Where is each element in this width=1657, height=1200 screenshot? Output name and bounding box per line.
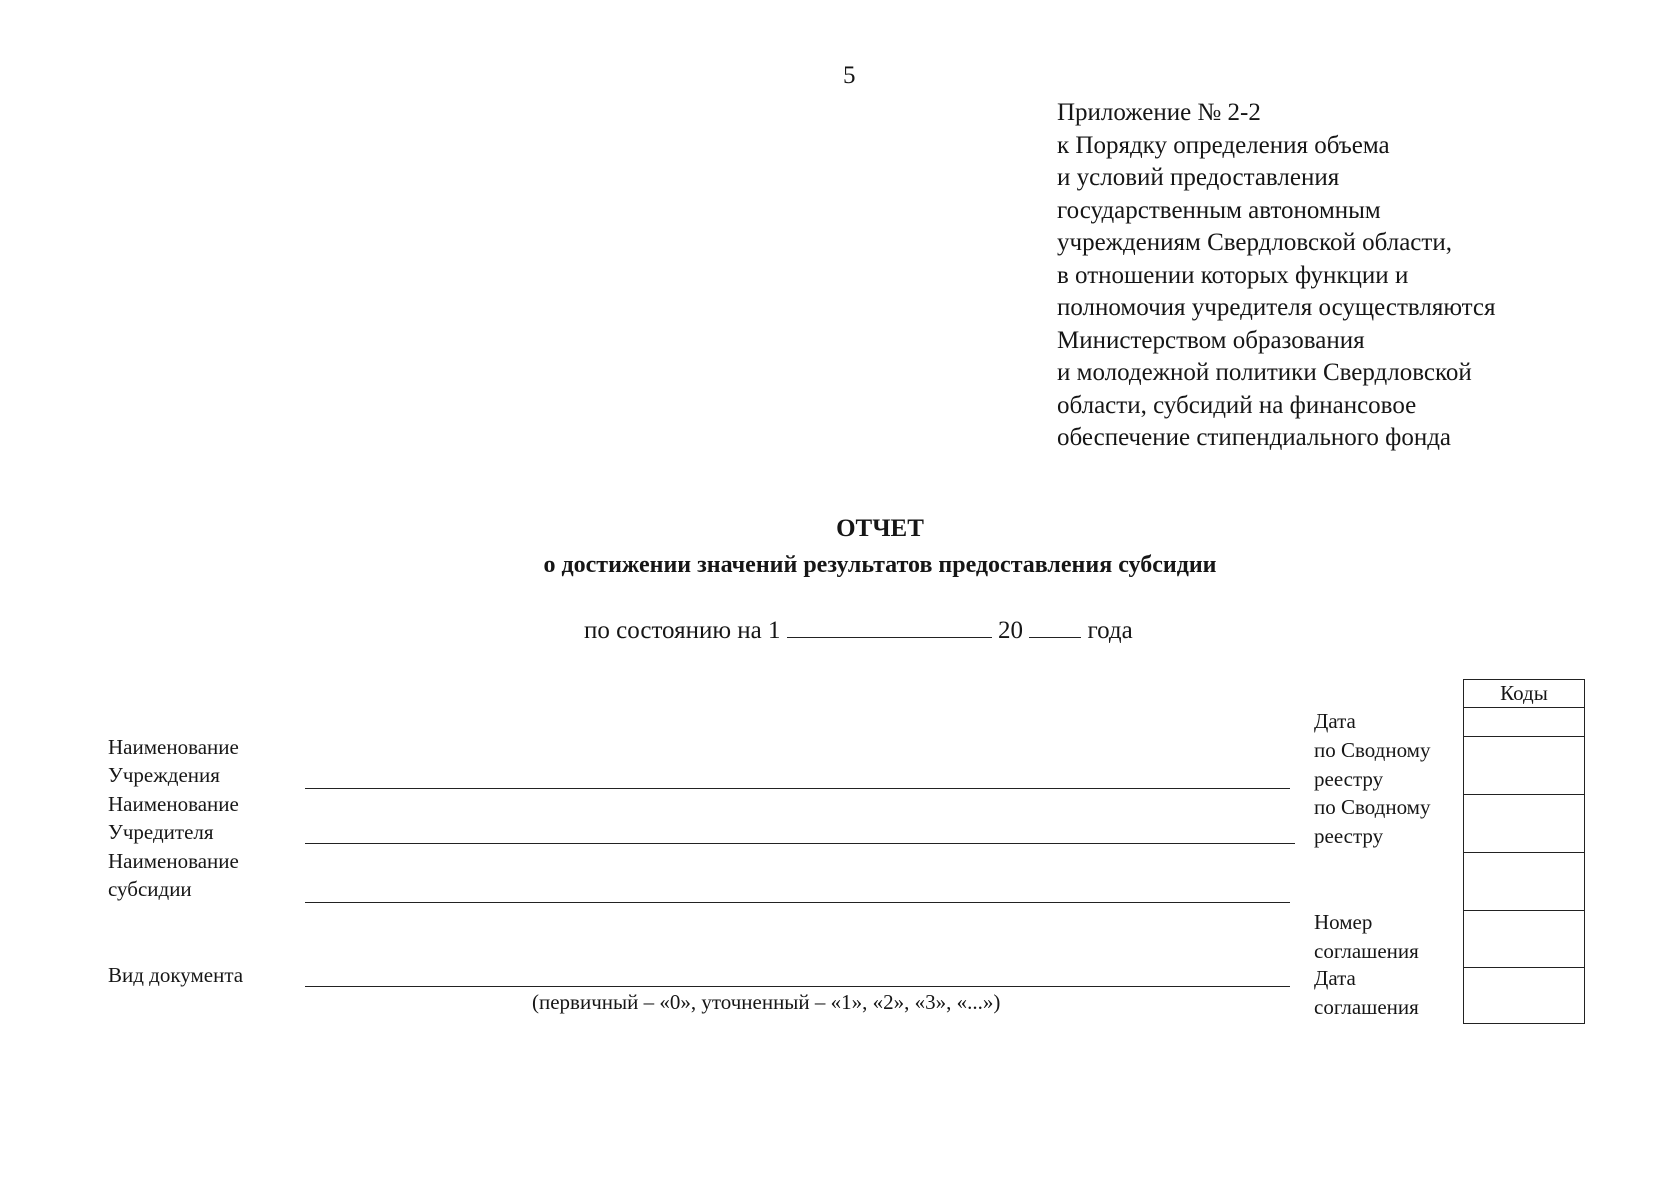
annex-line: области, субсидий на финансовое [1057, 391, 1417, 419]
doc-type-note: (первичный – «0», уточненный – «1», «2», «3», «...») [532, 990, 1001, 1014]
annex-line: учреждениям Свердловской области, [1057, 229, 1452, 256]
annex-line: к Порядку определения объема [1057, 131, 1390, 159]
annex-line: Приложение № 2-2 [1057, 99, 1261, 126]
annex-line: полномочия учредителя осуществляются [1057, 294, 1496, 321]
code-cell-agreement-number[interactable] [1464, 911, 1584, 968]
report-title: ОТЧЕТ [836, 515, 924, 542]
as-of-prefix: по состоянию на 1 [584, 617, 781, 644]
month-blank-field[interactable] [787, 617, 992, 638]
report-subtitle: о достижении значений результатов предоставления субсидии [543, 552, 1217, 578]
code-cell-registry-1[interactable] [1464, 737, 1584, 795]
codes-header: Коды [1464, 680, 1584, 708]
annex-line: и молодежной политики Свердловской [1057, 359, 1472, 386]
doc-type-field[interactable] [305, 986, 1290, 987]
institution-name-field[interactable] [305, 788, 1290, 789]
year-blank-field[interactable] [1029, 617, 1081, 638]
doc-type-label: Вид документа [108, 963, 244, 987]
founder-name-field[interactable] [305, 843, 1295, 844]
as-of-date-line [584, 617, 1133, 645]
annex-line: Министерством образования [1057, 326, 1365, 354]
subsidy-label: Наименование субсидии [108, 849, 239, 901]
as-of-suffix: года [1087, 617, 1133, 644]
subsidy-name-field[interactable] [305, 902, 1290, 903]
agreement-date-label: Дата соглашения [1314, 966, 1419, 1019]
agreement-number-label: Номер соглашения [1314, 910, 1419, 963]
page-number: 5 [843, 62, 856, 89]
annex-line: государственным автономным [1057, 196, 1381, 224]
code-cell-agreement-date[interactable] [1464, 968, 1584, 1023]
codes-table [1463, 679, 1585, 1024]
registry-label-2: по Сводному реестру [1314, 795, 1431, 848]
annex-line: и условий предоставления [1057, 164, 1340, 191]
annex-block [1057, 97, 1496, 455]
annex-line: обеспечение стипендиального фонда [1057, 424, 1452, 451]
annex-line: в отношении которых функции и [1057, 261, 1409, 289]
as-of-year-prefix: 20 [997, 617, 1023, 644]
code-cell-registry-2[interactable] [1464, 795, 1584, 853]
registry-label-1: по Сводному реестру [1314, 738, 1431, 791]
date-label: Дата [1314, 709, 1356, 733]
founder-label: Наименование Учредителя [108, 792, 239, 844]
code-cell-date[interactable] [1464, 708, 1584, 737]
code-cell-blank[interactable] [1464, 853, 1584, 911]
institution-label: Наименование Учреждения [108, 735, 239, 787]
